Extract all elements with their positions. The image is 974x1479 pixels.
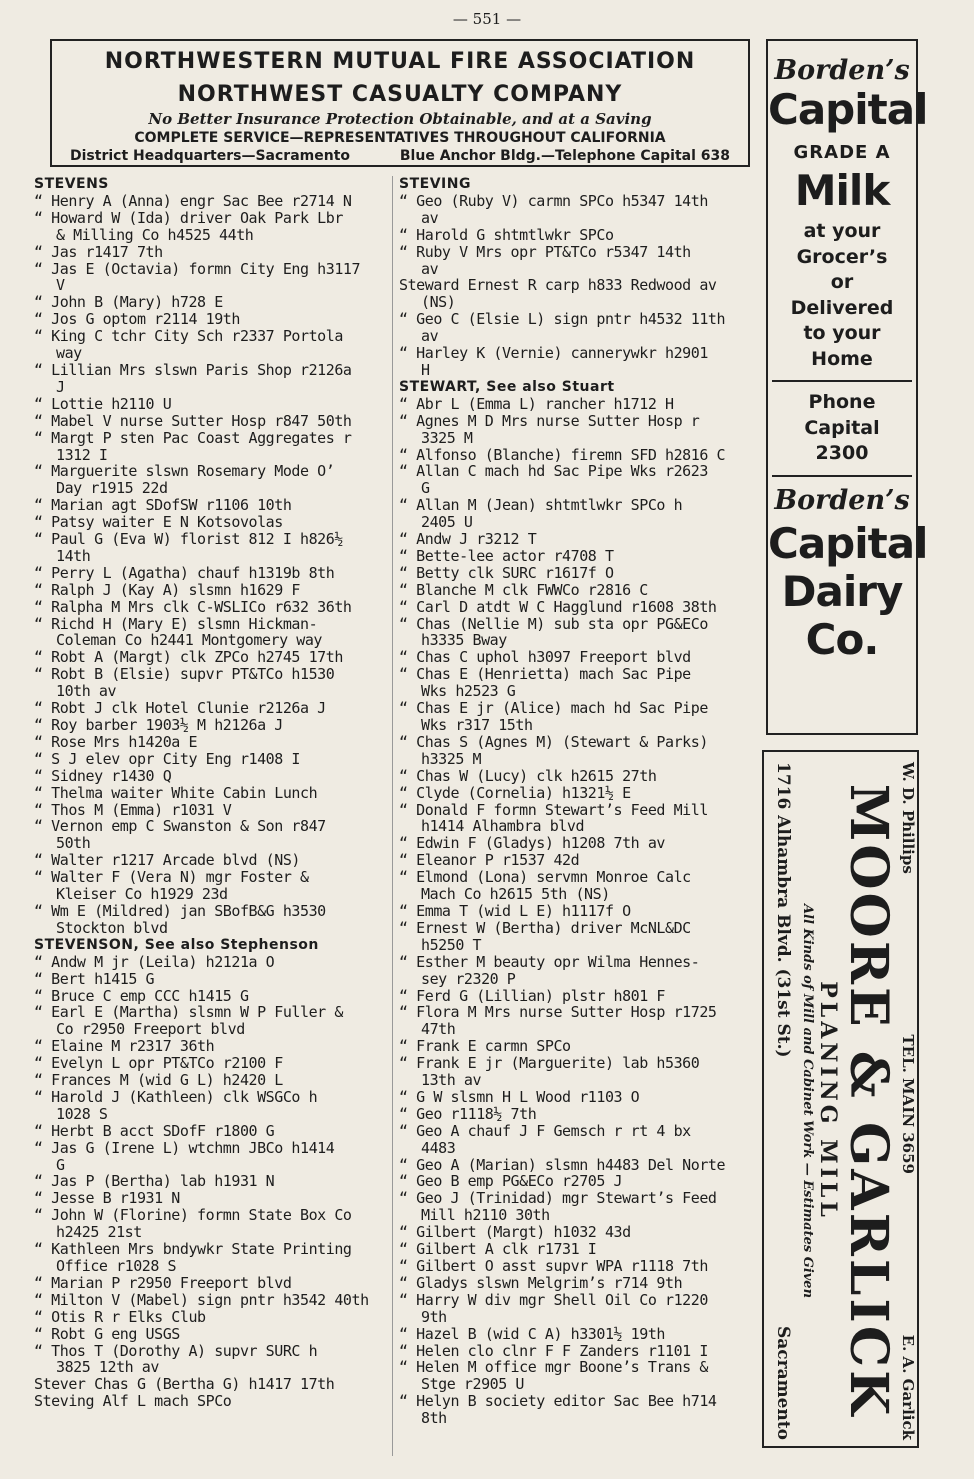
directory-entry <box>34 954 386 971</box>
moore-address: 1716 Alhambra Blvd. (31st St.) <box>773 762 793 1058</box>
entry-text: “ Elaine M r2317 36th <box>34 1037 215 1056</box>
entry-continuation: H <box>421 360 430 379</box>
directory-entry <box>34 1393 386 1410</box>
page-number: — 551 — <box>452 10 522 28</box>
directory-entry <box>399 785 757 802</box>
borden-grade: GRADE A <box>793 142 891 163</box>
moore-owner: W. D. Phillips <box>899 762 917 874</box>
directory-entry <box>399 311 757 345</box>
entry-text: “ Perry L (Agatha) chauf h1319b 8th <box>34 563 335 582</box>
entry-text: “ Geo C (Elsie L) sign pntr h4532 11th <box>399 310 726 329</box>
directory-entry <box>399 1038 757 1055</box>
directory-entry <box>399 1157 757 1174</box>
directory-entry <box>34 869 386 903</box>
entry-text: Steward Ernest R carp h833 Redwood av <box>399 276 717 295</box>
directory-entry <box>34 852 386 869</box>
directory-entry <box>399 1173 757 1190</box>
directory-entry <box>399 1359 757 1393</box>
directory-entry <box>34 497 386 514</box>
entry-text: “ Marian agt SDofSW r1106 10th <box>34 496 292 515</box>
directory-entry <box>34 1173 386 1190</box>
directory-entry <box>34 311 386 328</box>
directory-entry <box>399 768 757 785</box>
directory-entry <box>34 413 386 430</box>
directory-entry <box>34 1038 386 1055</box>
directory-entry <box>399 852 757 869</box>
entry-continuation: G <box>56 1155 65 1174</box>
entry-text: “ Gladys slswn Melgrim’s r714 9th <box>399 1273 683 1292</box>
surname-heading: STEVENS <box>34 176 109 192</box>
entry-text: “ Chas W (Lucy) clk h2615 27th <box>399 766 657 785</box>
entry-text: “ Clyde (Cornelia) h1321½ E <box>399 783 631 802</box>
moore-subtitle: PLANING MILL <box>815 981 841 1221</box>
entry-text: “ Frank E jr (Marguerite) lab h5360 <box>399 1054 700 1073</box>
entry-text: “ Ferd G (Lillian) plstr h801 F <box>399 986 666 1005</box>
entry-continuation: G <box>421 479 430 498</box>
directory-entry <box>399 193 757 227</box>
borden-line: or <box>830 271 854 293</box>
entry-text: “ Alfonso (Blanche) firemn SFD h2816 C <box>399 445 726 464</box>
borden-phone: Capital <box>804 416 880 439</box>
directory-entry <box>399 802 757 836</box>
directory-entry <box>34 1089 386 1123</box>
entry-text: “ Walter F (Vera N) mgr Foster & <box>34 868 309 887</box>
entry-continuation: h1414 Alhambra blvd <box>421 817 585 836</box>
entry-text: “ Geo B emp PG&ECo r2705 J <box>399 1172 623 1191</box>
entry-continuation: 13th av <box>421 1071 482 1090</box>
ad-title-2: NORTHWEST CASUALTY COMPANY <box>177 82 623 107</box>
entry-text: “ Howard W (Ida) driver Oak Park Lbr <box>34 208 343 227</box>
borden-capital: Capital <box>768 85 928 134</box>
borden-line: Home <box>811 347 873 370</box>
directory-entry <box>399 582 757 599</box>
entry-text: “ Geo A (Marian) slsmn h4483 Del Norte <box>399 1155 726 1174</box>
entry-text: “ Chas E jr (Alice) mach hd Sac Pipe <box>399 699 708 718</box>
surname-heading: STEVING <box>399 176 471 192</box>
entry-text: “ Otis R r Elks Club <box>34 1307 206 1326</box>
entry-text: “ Chas (Nellie M) sub sta opr PG&ECo <box>399 614 708 633</box>
entry-continuation: 3825 12th av <box>56 1358 159 1377</box>
directory-entry <box>399 920 757 954</box>
moore-city: Sacramento <box>773 1326 793 1440</box>
directory-entry <box>399 1292 757 1326</box>
entry-continuation: 4483 <box>421 1138 456 1157</box>
entry-text: “ Jas P (Bertha) lab h1931 N <box>34 1172 275 1191</box>
moore-name: MOORE & GARLICK <box>838 783 899 1419</box>
directory-entry <box>34 1275 386 1292</box>
directory-entry <box>399 616 757 650</box>
entry-text: “ Carl D atdt W C Hagglund r1608 38th <box>399 597 717 616</box>
entry-continuation: Co r2950 Freeport blvd <box>56 1020 245 1039</box>
entry-text: “ Patsy waiter E N Kotsovolas <box>34 513 283 532</box>
directory-column-right <box>399 176 757 1427</box>
directory-entry <box>34 1140 386 1174</box>
borden-company: Capital <box>768 518 928 568</box>
directory-entry <box>34 649 386 666</box>
column-divider <box>392 176 393 1456</box>
directory-entry <box>34 802 386 819</box>
directory-entry <box>399 1258 757 1275</box>
directory-entry <box>34 582 386 599</box>
entry-text: “ Kathleen Mrs bndywkr State Printing <box>34 1240 352 1259</box>
borden-line: to your <box>803 322 881 344</box>
entry-text: “ Helen clo clnr F F Zanders r1101 I <box>399 1341 708 1360</box>
borden-line: Delivered <box>790 296 894 319</box>
directory-entry <box>34 1241 386 1275</box>
directory-entry <box>399 447 757 464</box>
entry-continuation: Stockton blvd <box>56 918 168 937</box>
entry-continuation: Stge r2905 U <box>421 1375 524 1394</box>
borden-ad <box>766 39 928 735</box>
entry-text: “ Walter r1217 Arcade blvd (NS) <box>34 851 301 870</box>
directory-entry <box>34 666 386 700</box>
entry-text: “ Jos G optom r2114 19th <box>34 310 240 329</box>
borden-company: Dairy <box>781 566 903 616</box>
directory-entry <box>34 430 386 464</box>
entry-text: “ Thos M (Emma) r1031 V <box>34 800 232 819</box>
entry-text: “ Allan M (Jean) shtmtlwkr SPCo h <box>399 496 683 515</box>
entry-continuation: 1028 S <box>56 1104 108 1123</box>
entry-continuation: 10th av <box>56 682 117 701</box>
entry-text: “ Ralph J (Kay A) slsmn h1629 F <box>34 580 301 599</box>
insurance-ad <box>50 39 750 167</box>
entry-continuation: 2405 U <box>421 513 473 532</box>
entry-text: “ Donald F formn Stewart’s Feed Mill <box>399 800 708 819</box>
entry-text: “ Robt B (Elsie) supvr PT&TCo h1530 <box>34 665 335 684</box>
entry-text: “ Richd H (Mary E) slsmn Hickman- <box>34 614 318 633</box>
borden-logo: Borden’s <box>774 55 910 86</box>
directory-entry <box>399 497 757 531</box>
entry-text: “ Jas r1417 7th <box>34 242 163 261</box>
entry-text: “ Roy barber 1903½ M h2126a J <box>34 716 283 734</box>
entry-text: “ Sidney r1430 Q <box>34 766 172 785</box>
directory-entry <box>399 1055 757 1089</box>
entry-text: “ Lottie h2110 U <box>34 394 172 413</box>
entry-continuation: Wks r317 15th <box>421 716 533 734</box>
entry-text: “ Bert h1415 G <box>34 969 155 988</box>
entry-continuation: V <box>56 276 65 295</box>
entry-text: “ Evelyn L opr PT&TCo r2100 F <box>34 1054 283 1073</box>
entry-continuation: Kleiser Co h1929 23d <box>56 885 228 904</box>
entry-continuation: Office r1028 S <box>56 1257 177 1275</box>
entry-text: “ Edwin F (Gladys) h1208 7th av <box>399 834 666 853</box>
entry-continuation: 9th <box>421 1307 447 1326</box>
entry-text: “ Margt P sten Pac Coast Aggregates r <box>34 428 352 447</box>
directory-entry <box>399 988 757 1005</box>
entry-text: “ Lillian Mrs slswn Paris Shop r2126a <box>34 360 352 379</box>
entry-text: “ Elmond (Lona) servmn Monroe Calc <box>399 868 691 887</box>
entry-text: “ Flora M Mrs nurse Sutter Hosp r1725 <box>399 1003 717 1022</box>
moore-kinds: All Kinds of Mill and Cabinet Work — Estimates Given <box>800 903 815 1299</box>
directory-entry <box>34 818 386 852</box>
directory-entry <box>399 413 757 447</box>
ad-contact <box>52 146 748 164</box>
directory-entry <box>34 463 386 497</box>
entry-text: “ Chas C uphol h3097 Freeport blvd <box>399 648 691 667</box>
moore-bottom-row <box>773 762 793 1440</box>
directory-entry <box>34 1004 386 1038</box>
entry-text: “ Wm E (Mildred) jan SBofB&G h3530 <box>34 901 326 920</box>
directory-entry <box>34 700 386 717</box>
entry-text: “ Vernon emp C Swanston & Son r847 <box>34 817 326 836</box>
entry-continuation: sey r2320 P <box>421 969 516 988</box>
entry-text: “ John B (Mary) h728 E <box>34 293 223 312</box>
directory-entry <box>34 210 386 244</box>
entry-text: “ Bruce C emp CCC h1415 G <box>34 986 249 1005</box>
entry-text: “ Bette-lee actor r4708 T <box>399 546 614 565</box>
directory-entry <box>399 531 757 548</box>
entry-continuation: Mach Co h2615 5th (NS) <box>421 885 610 904</box>
entry-continuation: way <box>56 344 82 363</box>
entry-text: “ Thos T (Dorothy A) supvr SURC h <box>34 1341 318 1360</box>
directory-entry <box>34 1072 386 1089</box>
ad-title-1: NORTHWESTERN MUTUAL FIRE ASSOCIATION <box>104 49 696 74</box>
entry-text: “ Blanche M clk FWWCo r2816 C <box>399 580 648 599</box>
entry-text: “ Jesse B r1931 N <box>34 1189 180 1208</box>
moore-ad-rotated <box>764 752 921 1450</box>
entry-text: “ Geo r1118½ 7th <box>399 1104 537 1123</box>
entry-text: “ Andw J r3212 T <box>399 530 537 549</box>
borden-company: Co. <box>805 614 879 664</box>
entry-text: “ Marguerite slswn Rosemary Mode O’ <box>34 462 335 481</box>
entry-text: Steving Alf L mach SPCo <box>34 1392 232 1411</box>
entry-continuation: Mill h2110 30th <box>421 1206 550 1225</box>
directory-entry <box>399 1241 757 1258</box>
directory-entry <box>399 954 757 988</box>
entry-text: “ Agnes M D Mrs nurse Sutter Hosp r <box>399 411 700 430</box>
surname-heading: STEVENSON, See also Stephenson <box>34 936 319 953</box>
entry-text: “ Betty clk SURC r1617f O <box>399 563 614 582</box>
directory-entry <box>399 700 757 734</box>
entry-text: “ Geo (Ruby V) carmn SPCo h5347 14th <box>399 191 708 210</box>
entry-text: “ Mabel V nurse Sutter Hosp r847 50th <box>34 411 352 430</box>
entry-text: “ Andw M jr (Leila) h2121a O <box>34 952 275 971</box>
directory-entry <box>34 531 386 565</box>
directory-entry <box>34 599 386 616</box>
directory-entry <box>34 193 386 210</box>
entry-text: “ Robt J clk Hotel Clunie r2126a J <box>34 699 326 718</box>
directory-entry <box>34 328 386 362</box>
ad-headquarters: District Headquarters—Sacramento <box>70 148 350 164</box>
entry-text: “ Herbt B acct SDofF r1800 G <box>34 1121 275 1140</box>
entry-continuation: 3325 M <box>421 428 473 447</box>
moore-tel: TEL. MAIN 3659 <box>899 1034 917 1174</box>
directory-entry <box>34 903 386 937</box>
entry-text: “ Ernest W (Bertha) driver McNL&DC <box>399 918 691 937</box>
entry-text: “ Rose Mrs h1420a E <box>34 732 198 751</box>
entry-continuation: 8th <box>421 1409 447 1428</box>
directory-entry <box>399 1004 757 1038</box>
borden-divider <box>772 475 912 477</box>
directory-entry <box>399 1326 757 1343</box>
borden-logo: Borden’s <box>774 484 910 516</box>
entry-continuation: 47th <box>421 1020 456 1039</box>
directory-entry <box>399 666 757 700</box>
directory-entry <box>34 785 386 802</box>
directory-entry <box>34 294 386 311</box>
entry-text: “ Harold G shtmtlwkr SPCo <box>399 225 614 244</box>
ad-telephone: Blue Anchor Bldg.—Telephone Capital 638 <box>399 148 730 164</box>
entry-text: “ Jas E (Octavia) formn City Eng h3117 <box>34 259 361 278</box>
directory-entry <box>34 734 386 751</box>
entry-continuation: av <box>421 327 439 346</box>
borden-milk: Milk <box>794 166 890 215</box>
entry-text: “ Robt A (Margt) clk ZPCo h2745 17th <box>34 648 343 667</box>
entry-continuation: Coleman Co h2441 Montgomery way <box>56 631 323 650</box>
directory-entry <box>34 396 386 413</box>
entry-text: “ Esther M beauty opr Wilma Hennes- <box>399 952 700 971</box>
directory-entry <box>399 1224 757 1241</box>
directory-entry <box>34 1190 386 1207</box>
entry-text: “ Ruby V Mrs opr PT&TCo r5347 14th <box>399 242 691 261</box>
entry-text: “ Ralpha M Mrs clk C-WSLICo r632 36th <box>34 597 352 616</box>
entry-continuation: 50th <box>56 834 91 853</box>
entry-continuation: h5250 T <box>421 935 482 954</box>
entry-continuation: Wks h2523 G <box>421 682 516 701</box>
directory-entry <box>399 1275 757 1292</box>
entry-continuation: av <box>421 208 439 227</box>
borden-line: at your <box>803 220 881 242</box>
directory-entry <box>399 227 757 244</box>
directory-entry <box>399 244 757 278</box>
entry-text: “ Milton V (Mabel) sign pntr h3542 40th <box>34 1290 369 1309</box>
surname-heading: STEWART, See also Stuart <box>399 378 615 395</box>
entry-text: “ Robt G eng USGS <box>34 1324 180 1343</box>
borden-divider <box>772 380 912 382</box>
entry-continuation: 1312 I <box>56 445 108 464</box>
directory-entry <box>34 988 386 1005</box>
entry-text: “ Gilbert O asst supvr WPA r1118 7th <box>399 1257 708 1275</box>
entry-continuation: h3335 Bway <box>421 631 507 650</box>
directory-entry <box>34 1292 386 1309</box>
entry-continuation: h3325 M <box>421 749 482 768</box>
entry-text: “ Thelma waiter White Cabin Lunch <box>34 783 318 802</box>
directory-entry <box>399 1190 757 1224</box>
directory-entry <box>399 903 757 920</box>
directory-entry <box>399 734 757 768</box>
entry-text: “ Allan C mach hd Sac Pipe Wks r2623 <box>399 462 708 481</box>
directory-entry <box>34 1123 386 1140</box>
entry-continuation: J <box>56 377 65 396</box>
moore-owner: E. A. Garlick <box>899 1334 917 1440</box>
directory-entry <box>34 1376 386 1393</box>
moore-top-row <box>899 762 917 1440</box>
directory-entry <box>399 1106 757 1123</box>
entry-text: “ G W slsmn H L Wood r1103 O <box>399 1087 640 1106</box>
entry-text: “ Hazel B (wid C A) h3301½ 19th <box>399 1324 666 1343</box>
ad-tagline: No Better Insurance Protection Obtainable, and at a Saving <box>148 110 652 128</box>
entry-text: “ Harold J (Kathleen) clk WSGCo h <box>34 1087 318 1106</box>
entry-text: “ Eleanor P r1537 42d <box>399 851 580 870</box>
directory-entry <box>399 1343 757 1360</box>
entry-text: “ Frances M (wid G L) h2420 L <box>34 1071 283 1090</box>
entry-text: “ Helen M office mgr Boone’s Trans & <box>399 1358 708 1377</box>
directory-entry <box>399 869 757 903</box>
entry-text: “ John W (Florine) formn State Box Co <box>34 1206 352 1225</box>
entry-text: “ King C tchr City Sch r2337 Portola <box>34 327 343 346</box>
directory-entry <box>399 565 757 582</box>
directory-entry <box>34 362 386 396</box>
directory-entry <box>34 244 386 261</box>
directory-entry <box>34 1207 386 1241</box>
entry-text: “ Marian P r2950 Freeport blvd <box>34 1273 292 1292</box>
entry-text: “ Emma T (wid L E) h1117f O <box>399 901 631 920</box>
directory-entry <box>399 548 757 565</box>
directory-entry <box>399 1123 757 1157</box>
entry-text: “ Jas G (Irene L) wtchmn JBCo h1414 <box>34 1138 335 1157</box>
directory-entry <box>399 277 757 311</box>
entry-continuation: Day r1915 22d <box>56 479 168 498</box>
entry-text: “ Chas E (Henrietta) mach Sac Pipe <box>399 665 691 684</box>
directory-entry <box>34 971 386 988</box>
entry-text: “ Abr L (Emma L) rancher h1712 H <box>399 394 674 413</box>
borden-line: Grocer’s <box>796 245 888 268</box>
directory-entry <box>399 835 757 852</box>
directory-entry <box>399 463 757 497</box>
directory-entry <box>34 616 386 650</box>
entry-text: “ Frank E carmn SPCo <box>399 1037 571 1056</box>
entry-continuation: av <box>421 259 439 278</box>
entry-continuation: h2425 21st <box>56 1223 142 1242</box>
directory-entry <box>399 649 757 666</box>
entry-text: “ Geo J (Trinidad) mgr Stewart’s Feed <box>399 1189 717 1208</box>
directory-entry <box>34 717 386 734</box>
entry-continuation: 14th <box>56 546 91 565</box>
entry-continuation: & Milling Co h4525 44th <box>56 225 254 244</box>
entry-text: “ Helyn B society editor Sac Bee h714 <box>399 1392 717 1411</box>
directory-entry <box>34 261 386 295</box>
directory-entry <box>34 1326 386 1343</box>
directory-entry <box>399 1089 757 1106</box>
borden-phone: 2300 <box>815 442 869 464</box>
entry-text: “ Earl E (Martha) slsmn W P Fuller & <box>34 1003 343 1022</box>
directory-entry <box>34 514 386 531</box>
ad-service: COMPLETE SERVICE—REPRESENTATIVES THROUGHOUT CALIFORNIA <box>134 130 666 146</box>
directory-entry <box>399 599 757 616</box>
borden-phone: Phone <box>808 391 876 413</box>
entry-text: “ S J elev opr City Eng r1408 I <box>34 749 301 768</box>
entry-continuation: (NS) <box>421 293 456 312</box>
entry-text: “ Gilbert A clk r1731 I <box>399 1240 597 1259</box>
entry-text: “ Henry A (Anna) engr Sac Bee r2714 N <box>34 191 352 210</box>
entry-text: “ Chas S (Agnes M) (Stewart & Parks) <box>399 732 708 751</box>
directory-entry <box>34 1055 386 1072</box>
directory-entry <box>399 345 757 379</box>
moore-garlick-ad <box>762 750 919 1448</box>
entry-text: Stever Chas G (Bertha G) h1417 17th <box>34 1375 335 1394</box>
entry-text: “ Geo A chauf J F Gemsch r rt 4 bx <box>399 1121 691 1140</box>
entry-text: “ Harry W div mgr Shell Oil Co r1220 <box>399 1290 708 1309</box>
directory-entry <box>34 1309 386 1326</box>
entry-text: “ Gilbert (Margt) h1032 43d <box>399 1223 631 1242</box>
directory-entry <box>399 396 757 413</box>
directory-column-left <box>34 176 386 1410</box>
directory-entry <box>34 751 386 768</box>
directory-entry <box>399 1393 757 1427</box>
entry-text: “ Paul G (Eva W) florist 812 I h826½ <box>34 530 343 549</box>
directory-entry <box>34 565 386 582</box>
directory-entry <box>34 768 386 785</box>
directory-entry <box>34 1343 386 1377</box>
entry-text: “ Harley K (Vernie) cannerywkr h2901 <box>399 344 708 363</box>
